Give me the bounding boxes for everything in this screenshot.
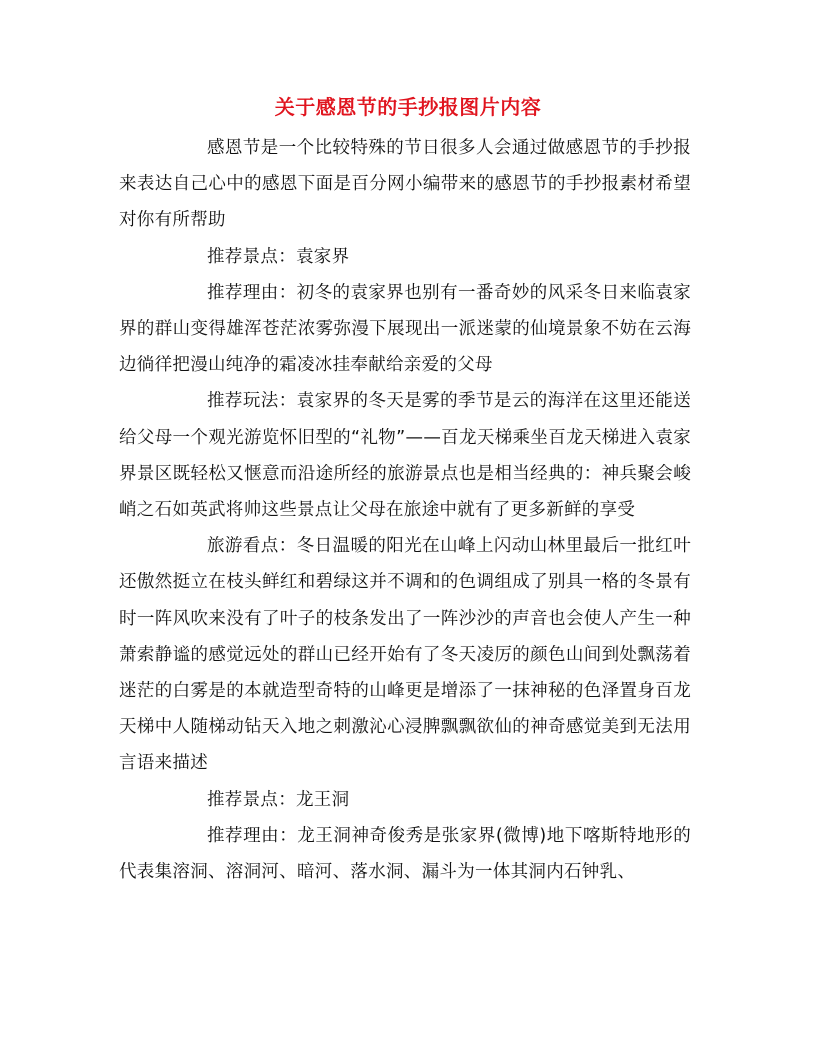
paragraph-howto-yuanjiajie: 推荐玩法：袁家界的冬天是雾的季节是云的海洋在这里还能送给父母一个观光游览怀旧型的“礼物”——百龙天梯乘坐百龙天梯进入袁家界景区既轻松又惬意而沿途所经的旅游景点也是相当经典的：神兵聚会峻峭之石如英武将帅这些景点让父母在旅途中就有了更多新鲜的享受: [119, 391, 691, 521]
paragraph-reason-longwangdong: 推荐理由：龙王洞神奇俊秀是张家界(微博)地下喀斯特地形的代表集溶洞、溶洞河、暗河、落水洞、漏斗为一体其洞内石钟乳、: [119, 825, 691, 883]
paragraph-spot-longwangdong: 推荐景点：龙王洞: [207, 789, 350, 810]
paragraph-reason-yuanjiajie: 推荐理由：初冬的袁家界也别有一番奇妙的风采冬日来临袁家界的群山变得雄浑苍茫浓雾弥漫下展现出一派迷蒙的仙境景象不妨在云海边徜徉把漫山纯净的霜凌冰挂奉献给亲爱的父母: [119, 282, 691, 376]
document-body: [119, 130, 691, 890]
paragraph-spot-yuanjiajie: 推荐景点：袁家界: [207, 246, 350, 267]
paragraph-highlights-yuanjiajie: 旅游看点：冬日温暖的阳光在山峰上闪动山林里最后一批红叶还傲然挺立在枝头鲜红和碧绿这并不调和的色调组成了别具一格的冬景有时一阵风吹来没有了叶子的枝条发出了一阵沙沙的声音也会使人产生一种萧索静谧的感觉远处的群山已经开始有了冬天凌厉的颜色山间到处飘荡着迷茫的白雾是的本就造型奇特的山峰更是增添了一抹神秘的色泽置身百龙天梯中人随梯动钻天入地之刺激沁心浸脾飘飘欲仙的神奇感觉美到无法用言语来描述: [119, 536, 691, 774]
document-title: 关于感恩节的手抄报图片内容: [274, 95, 542, 119]
paragraph-intro: 感恩节是一个比较特殊的节日很多人会通过做感恩节的手抄报来表达自己心中的感恩下面是百分网小编带来的感恩节的手抄报素材希望对你有所帮助: [119, 138, 691, 231]
